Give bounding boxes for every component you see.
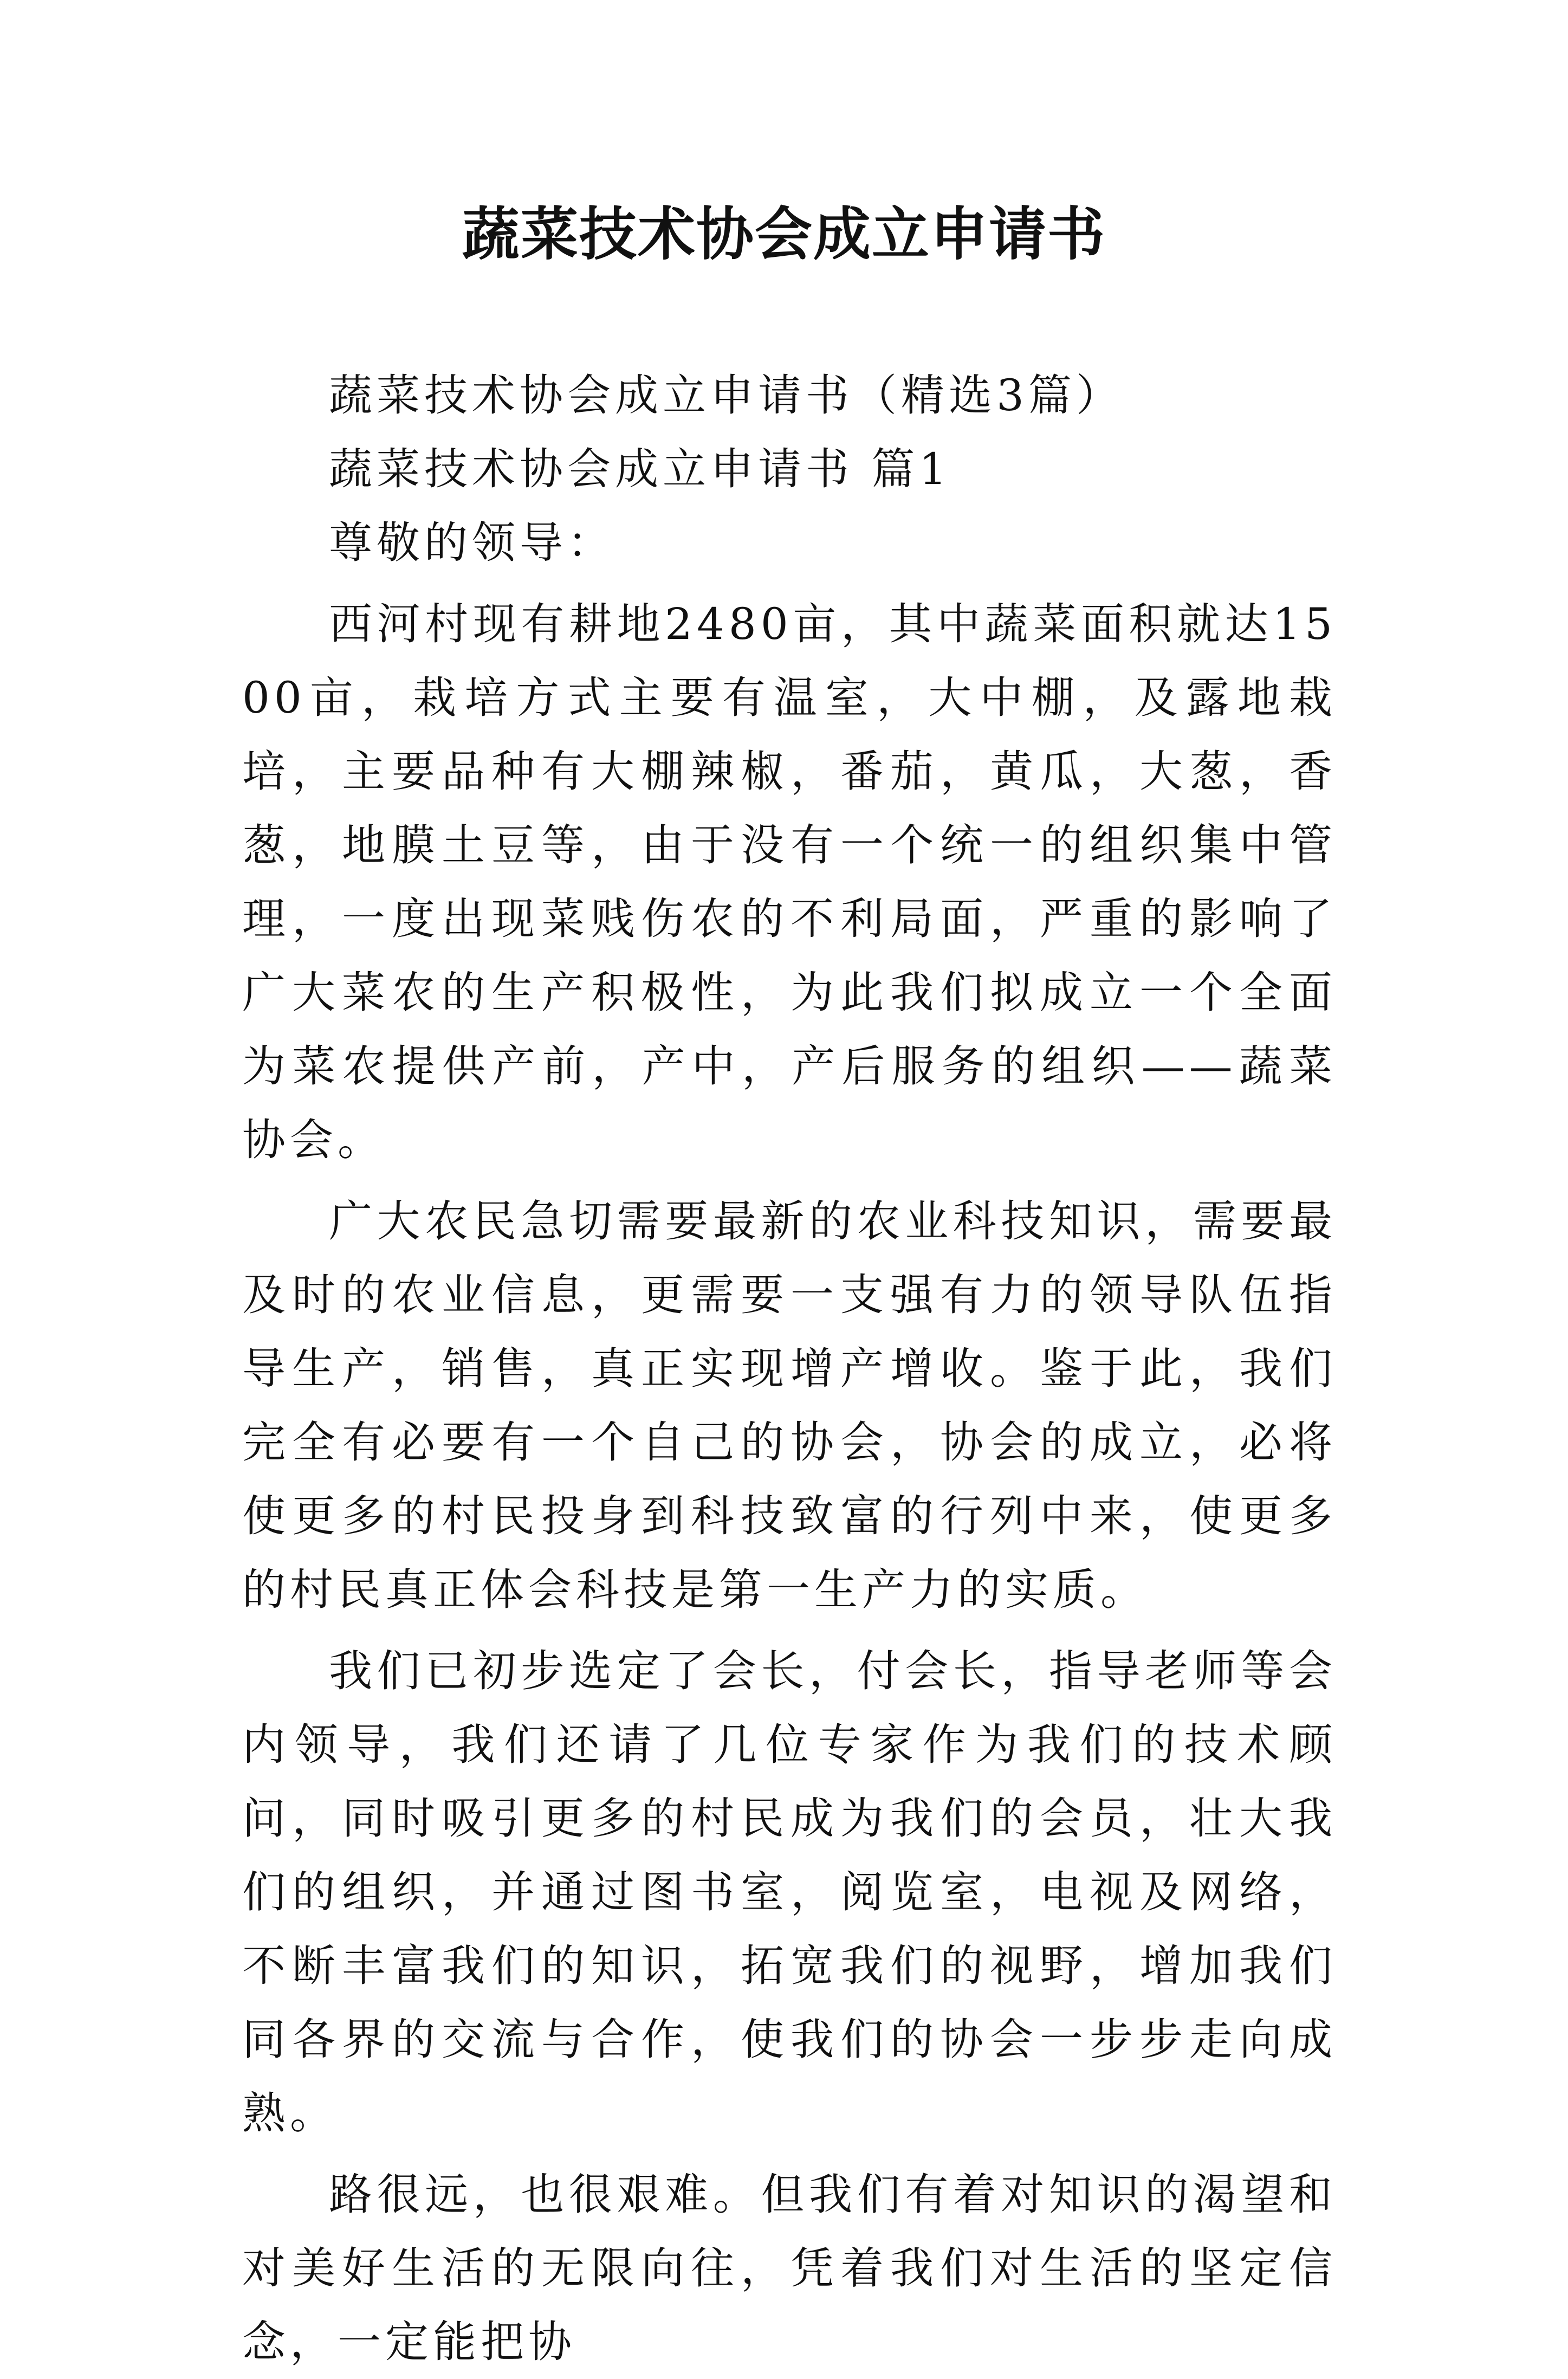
- section-heading: 蔬菜技术协会成立申请书 篇1: [329, 444, 951, 494]
- paragraph: 广大农民急切需要最新的农业科技知识，需要最及时的农业信息，更需要一支强有力的领导队伍指导生产，销售，真正实现增产增收。鉴于此，我们完全有必要有一个自己的协会，协会的成立，必将使更多的村民投身到科技致富的行列中来，使更多的村民真正体会科技是第一生产力的实质。: [242, 1196, 1337, 1615]
- paragraph: 路很远，也很艰难。但我们有着对知识的渴望和对美好生活的无限向往，凭着我们对生活的坚定信念，一定能把协: [242, 2169, 1337, 2367]
- paragraph: 我们已初步选定了会长，付会长，指导老师等会内领导，我们还请了几位专家作为我们的技术顾问，同时吸引更多的村民成为我们的会员，壮大我们的组织，并通过图书室，阅览室，电视及网络，不断丰富我们的知识，拓宽我们的视野，增加我们同各界的交流与合作，使我们的协会一步步走向成熟。: [242, 1646, 1337, 2138]
- paragraph: 西河村现有耕地2480亩，其中蔬菜面积就达1500亩，栽培方式主要有温室，大中棚，及露地栽培，主要品种有大棚辣椒，番茄，黄瓜，大葱，香葱，地膜土豆等，由于没有一个统一的组织集中管理，一度出现菜贱伤农的不利局面，严重的影响了广大菜农的生产积极性，为此我们拟成立一个全面为菜农提供产前，产中，产后服务的组织——蔬菜协会。: [242, 599, 1337, 1165]
- document-body: [242, 359, 1337, 2379]
- document-title: 蔬菜技术协会成立申请书: [462, 200, 1106, 268]
- subtitle-line: 蔬菜技术协会成立申请书（精选3篇）: [329, 370, 1124, 421]
- salutation: 尊敬的领导：: [329, 518, 615, 568]
